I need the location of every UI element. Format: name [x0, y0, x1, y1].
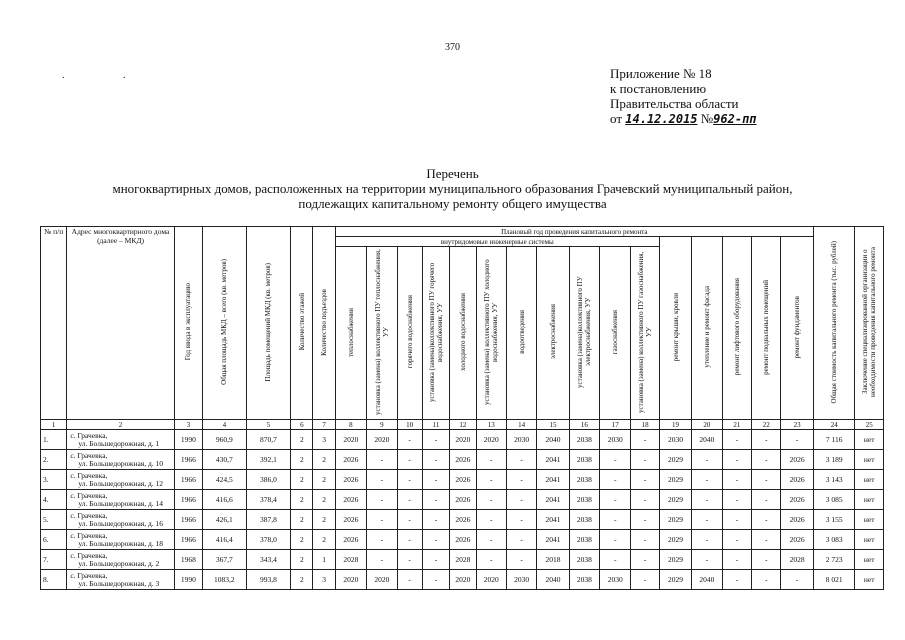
table-cell: 3 083 — [813, 530, 855, 550]
address-cell — [67, 510, 174, 530]
table-cell: 2026 — [450, 530, 476, 550]
table-cell: 416,4 — [203, 530, 247, 550]
table-cell: - — [397, 550, 422, 570]
row-number: 3. — [41, 470, 67, 490]
table-cell: - — [506, 510, 536, 530]
address-locality: с. Грачевка, — [70, 550, 108, 560]
table-cell: 2 — [313, 490, 335, 510]
hdr-heat-meter: установка (замена) коллективного ПУ теплоснабжения, УУ — [367, 247, 397, 420]
hdr-internal-systems: внутридомовые инженерные системы — [335, 237, 659, 247]
table-cell: 3 — [313, 430, 335, 450]
table-cell: 2026 — [781, 490, 814, 510]
hdr-num: № п/п — [41, 227, 67, 420]
table-cell: - — [600, 550, 631, 570]
table-cell: 2038 — [569, 470, 599, 490]
hdr-heating: теплоснабжения — [335, 247, 366, 420]
table-cell: 3 143 — [813, 470, 855, 490]
table-cell: 3 085 — [813, 490, 855, 510]
hdr-roof: ремонт крыши, кровли — [659, 237, 691, 420]
row-number: 2. — [41, 450, 67, 470]
table-cell: - — [722, 490, 751, 510]
column-number: 10 — [397, 420, 422, 430]
table-cell: - — [476, 530, 506, 550]
table-cell: - — [631, 570, 659, 590]
table-cell: 392,1 — [246, 450, 291, 470]
table-cell: 1968 — [174, 550, 202, 570]
table-cell: 1083,2 — [203, 570, 247, 590]
table-cell: 2 — [291, 490, 313, 510]
table-cell: 2029 — [659, 450, 691, 470]
column-number: 8 — [335, 420, 366, 430]
table-cell: - — [692, 530, 722, 550]
appendix-block — [610, 66, 757, 127]
address-locality: с. Грачевка, — [70, 430, 108, 440]
hdr-cold-water: холодного водоснабжения — [450, 247, 476, 420]
table-cell: - — [722, 450, 751, 470]
table-cell: 2026 — [781, 450, 814, 470]
column-number: 25 — [855, 420, 884, 430]
table-cell: - — [752, 470, 781, 490]
table-cell: 1990 — [174, 430, 202, 450]
table-cell: - — [722, 550, 751, 570]
table-cell: - — [422, 430, 449, 450]
hdr-hot-water: горячего водоснабжения — [397, 247, 422, 420]
table-row — [41, 530, 884, 550]
table-cell: 2028 — [781, 550, 814, 570]
table-cell: 1966 — [174, 490, 202, 510]
table-cell: 2041 — [537, 530, 569, 550]
column-number: 11 — [422, 420, 449, 430]
table-cell: 2029 — [659, 510, 691, 530]
table-cell: 2026 — [335, 470, 366, 490]
table-cell: 2 — [313, 450, 335, 470]
address-cell — [67, 550, 174, 570]
row-number: 7. — [41, 550, 67, 570]
table-cell: - — [722, 510, 751, 530]
table-cell: 2038 — [569, 550, 599, 570]
column-number: 17 — [600, 420, 631, 430]
table-cell: - — [752, 550, 781, 570]
table-cell: 416,6 — [203, 490, 247, 510]
table-cell: - — [367, 530, 397, 550]
table-cell: 387,8 — [246, 510, 291, 530]
table-cell: 2026 — [450, 490, 476, 510]
hdr-gas: газоснабжения — [600, 247, 631, 420]
table-cell: нет — [855, 490, 884, 510]
table-cell: - — [692, 510, 722, 530]
table-cell: 2030 — [659, 430, 691, 450]
table-cell: - — [692, 450, 722, 470]
table-cell: - — [476, 550, 506, 570]
table-cell: - — [752, 510, 781, 530]
table-row — [41, 550, 884, 570]
table-cell: - — [600, 530, 631, 550]
table-cell: - — [600, 470, 631, 490]
table-cell: 2020 — [335, 430, 366, 450]
table-cell: - — [600, 450, 631, 470]
table-cell: - — [367, 470, 397, 490]
table-cell: 2020 — [450, 430, 476, 450]
table-cell: - — [397, 490, 422, 510]
table-cell: - — [422, 510, 449, 530]
table-cell: - — [752, 430, 781, 450]
row-number: 5. — [41, 510, 67, 530]
table-cell: 2 — [291, 570, 313, 590]
table-cell: нет — [855, 510, 884, 530]
table-cell: - — [397, 430, 422, 450]
table-cell: 3 — [313, 570, 335, 590]
address-cell — [67, 490, 174, 510]
table-cell: 2038 — [569, 450, 599, 470]
table-cell: - — [752, 450, 781, 470]
table-cell: - — [631, 490, 659, 510]
table-cell: 2030 — [600, 430, 631, 450]
column-number: 15 — [537, 420, 569, 430]
table-cell: нет — [855, 530, 884, 550]
address-street: ул. Большедорожная, д. 2 — [78, 558, 160, 568]
address-locality: с. Грачевка, — [70, 530, 108, 540]
repair-table — [40, 226, 884, 590]
table-cell: 8 021 — [813, 570, 855, 590]
column-number: 1 — [41, 420, 67, 430]
address-locality: с. Грачевка, — [70, 450, 108, 460]
column-number: 3 — [174, 420, 202, 430]
table-cell: 426,1 — [203, 510, 247, 530]
table-cell: 424,5 — [203, 470, 247, 490]
table-cell: - — [422, 450, 449, 470]
table-cell: - — [367, 490, 397, 510]
table-cell: нет — [855, 550, 884, 570]
table-cell: - — [692, 490, 722, 510]
table-cell: 2 — [313, 530, 335, 550]
table-cell: 960,9 — [203, 430, 247, 450]
table-cell: 2041 — [537, 450, 569, 470]
table-cell: нет — [855, 430, 884, 450]
table-cell: нет — [855, 450, 884, 470]
table-cell: 2026 — [781, 470, 814, 490]
table-cell: - — [367, 550, 397, 570]
table-cell: 2029 — [659, 470, 691, 490]
table-cell: - — [752, 490, 781, 510]
from-label: от — [610, 111, 623, 126]
table-cell: - — [722, 470, 751, 490]
column-number: 4 — [203, 420, 247, 430]
table-cell: 2028 — [335, 550, 366, 570]
table-cell: 1 — [313, 550, 335, 570]
hdr-planned-year: Плановый год проведения капитального ремонта — [335, 227, 813, 237]
appendix-date-line — [610, 111, 757, 127]
table-cell: 2040 — [537, 430, 569, 450]
column-number: 5 — [246, 420, 291, 430]
hdr-electric: электроснабжения — [537, 247, 569, 420]
table-cell: 2 — [291, 530, 313, 550]
table-cell: 2026 — [450, 470, 476, 490]
address-cell — [67, 450, 174, 470]
table-cell: - — [397, 450, 422, 470]
table-cell: 343,4 — [246, 550, 291, 570]
table-cell: 2040 — [692, 570, 722, 590]
row-number: 8. — [41, 570, 67, 590]
table-cell: 2026 — [781, 530, 814, 550]
table-cell: 2041 — [537, 490, 569, 510]
hdr-sewerage: водоотведения — [506, 247, 536, 420]
table-cell: 1966 — [174, 450, 202, 470]
table-cell: 386,0 — [246, 470, 291, 490]
column-number: 12 — [450, 420, 476, 430]
table-cell: 2020 — [450, 570, 476, 590]
table-cell: 2029 — [659, 570, 691, 590]
address-street: ул. Большедорожная, д. 14 — [78, 498, 164, 508]
table-cell: - — [476, 510, 506, 530]
table-cell: - — [506, 550, 536, 570]
table-cell: 2 — [291, 550, 313, 570]
table-cell: - — [631, 510, 659, 530]
table-cell: - — [692, 550, 722, 570]
table-cell: 378,4 — [246, 490, 291, 510]
table-cell: 2028 — [450, 550, 476, 570]
row-number: 6. — [41, 530, 67, 550]
table-cell: 367,7 — [203, 550, 247, 570]
column-number: 13 — [476, 420, 506, 430]
address-street: ул. Большедорожная, д. 18 — [78, 538, 164, 548]
number-label: № — [700, 111, 714, 126]
appendix-line-1: Приложение № 18 — [610, 66, 712, 81]
table-cell: 430,7 — [203, 450, 247, 470]
table-cell: 7 116 — [813, 430, 855, 450]
table-cell: 2041 — [537, 510, 569, 530]
table-cell: - — [752, 530, 781, 550]
address-cell — [67, 530, 174, 550]
table-cell: 2026 — [335, 450, 366, 470]
table-cell: 2040 — [692, 430, 722, 450]
table-cell: - — [722, 430, 751, 450]
table-cell: - — [397, 530, 422, 550]
column-number: 19 — [659, 420, 691, 430]
column-number: 18 — [631, 420, 659, 430]
column-number: 7 — [313, 420, 335, 430]
table-cell: 2029 — [659, 490, 691, 510]
table-row — [41, 510, 884, 530]
table-cell: 2020 — [335, 570, 366, 590]
table-cell: 2038 — [569, 430, 599, 450]
table-cell: - — [397, 570, 422, 590]
table-cell: - — [506, 530, 536, 550]
table-cell: - — [422, 530, 449, 550]
table-cell: - — [367, 510, 397, 530]
table-cell: 1966 — [174, 530, 202, 550]
table-cell: 2 — [313, 510, 335, 530]
address-locality: с. Грачевка, — [70, 570, 108, 580]
table-cell: нет — [855, 570, 884, 590]
table-cell: 378,0 — [246, 530, 291, 550]
table-cell: 2 — [313, 470, 335, 490]
column-number: 20 — [692, 420, 722, 430]
table-row — [41, 570, 884, 590]
table-cell: 2 723 — [813, 550, 855, 570]
hdr-total-area: Общая площадь МКД – всего (кв. метров) — [203, 227, 247, 420]
table-cell: 2018 — [537, 550, 569, 570]
table-cell: - — [367, 450, 397, 470]
table-cell: - — [397, 510, 422, 530]
table-cell: 2020 — [476, 430, 506, 450]
table-cell: - — [397, 470, 422, 490]
column-number-row — [41, 420, 884, 430]
column-number: 21 — [722, 420, 751, 430]
table-cell: 2026 — [781, 510, 814, 530]
table-cell: 2026 — [335, 490, 366, 510]
address-locality: с. Грачевка, — [70, 510, 108, 520]
address-locality: с. Грачевка, — [70, 470, 108, 480]
hdr-foundation: ремонт фундаментов — [781, 237, 814, 420]
table-cell: 3 155 — [813, 510, 855, 530]
table-cell: 2026 — [335, 510, 366, 530]
hdr-gas-meter: установка (замена) коллективного ПУ газоснабжения, УУ — [631, 247, 659, 420]
table-cell: - — [692, 470, 722, 490]
table-cell: 2030 — [506, 570, 536, 590]
table-cell: - — [631, 550, 659, 570]
address-street: ул. Большедорожная, д. 1 — [78, 438, 160, 448]
table-cell: - — [631, 430, 659, 450]
table-cell: - — [722, 530, 751, 550]
hdr-floors: Количество этажей — [291, 227, 313, 420]
hdr-year-built: Год ввода в эксплуатацию — [174, 227, 202, 420]
table-cell: - — [476, 450, 506, 470]
table-cell: - — [422, 470, 449, 490]
handwritten-number: 962-пп — [713, 112, 757, 126]
hdr-elevator: ремонт лифтового оборудования — [722, 237, 751, 420]
table-cell: 2 — [291, 450, 313, 470]
table-cell: - — [781, 570, 814, 590]
column-number: 16 — [569, 420, 599, 430]
table-cell: 2030 — [600, 570, 631, 590]
table-cell: 2029 — [659, 550, 691, 570]
table-cell: - — [631, 530, 659, 550]
hdr-conclusion: Заключение специализированной организации о необходимости проведения капитального ремонта — [855, 227, 884, 420]
table-cell: 870,7 — [246, 430, 291, 450]
address-street: ул. Большедорожная, д. 10 — [78, 458, 164, 468]
table-cell: - — [781, 430, 814, 450]
column-number: 22 — [752, 420, 781, 430]
table-cell: 2020 — [367, 430, 397, 450]
address-locality: с. Грачевка, — [70, 490, 108, 500]
table-cell: 2038 — [569, 490, 599, 510]
hdr-electric-meter: установка (замена)коллективного ПУ электроснабжения, УУ — [569, 247, 599, 420]
address-street: ул. Большедорожная, д. 3 — [78, 578, 160, 588]
column-number: 23 — [781, 420, 814, 430]
table-cell: - — [722, 570, 751, 590]
table-cell: 2020 — [476, 570, 506, 590]
table-cell: - — [476, 470, 506, 490]
table-row — [41, 490, 884, 510]
table-body — [41, 420, 884, 590]
table-cell: - — [506, 450, 536, 470]
column-number: 14 — [506, 420, 536, 430]
table-cell: - — [631, 450, 659, 470]
address-cell — [67, 430, 174, 450]
address-cell — [67, 470, 174, 490]
hdr-basement: ремонт подвальных помещений — [752, 237, 781, 420]
table-cell: - — [422, 550, 449, 570]
table-cell: - — [752, 570, 781, 590]
table-cell: 3 189 — [813, 450, 855, 470]
table-cell: - — [506, 470, 536, 490]
title-line-1: Перечень — [426, 166, 479, 181]
table-cell: - — [422, 490, 449, 510]
page-number: 370 — [445, 42, 460, 53]
table-cell: 1966 — [174, 470, 202, 490]
title-line-2: многоквартирных домов, расположенных на территории муниципального образования Грачевский муниципальный район, — [112, 181, 793, 196]
table-cell: 2038 — [569, 510, 599, 530]
table-cell: - — [631, 470, 659, 490]
table-cell: 1990 — [174, 570, 202, 590]
table-cell: 2040 — [537, 570, 569, 590]
table-cell: - — [600, 490, 631, 510]
row-number: 1. — [41, 430, 67, 450]
table-cell: - — [422, 570, 449, 590]
table-cell: - — [600, 510, 631, 530]
table-cell: 2 — [291, 470, 313, 490]
hdr-address: Адрес многоквартирного дома (далее – МКД) — [67, 227, 174, 420]
table-cell: 2026 — [335, 530, 366, 550]
table-cell: 2020 — [367, 570, 397, 590]
handwritten-date: 14.12.2015 — [625, 112, 698, 126]
table-cell: - — [476, 490, 506, 510]
column-number: 24 — [813, 420, 855, 430]
row-number: 4. — [41, 490, 67, 510]
hdr-cold-water-meter: установка (замена) коллективного ПУ холодного водоснабжения, УУ — [476, 247, 506, 420]
table-cell: 2038 — [569, 570, 599, 590]
hdr-hot-water-meter: установка (замена)коллективного ПУ горячего водоснабжения, УУ — [422, 247, 449, 420]
table-cell: 2 — [291, 430, 313, 450]
hdr-premises-area: Площадь помещений МКД (кв. метров) — [246, 227, 291, 420]
document-title — [0, 166, 905, 211]
hdr-entrances: Количество подъездов — [313, 227, 335, 420]
appendix-line-3: Правительства области — [610, 96, 739, 111]
scan-dots: . . — [62, 70, 154, 81]
address-street: ул. Большедорожная, д. 12 — [78, 478, 164, 488]
table-cell: 1966 — [174, 510, 202, 530]
hdr-total-cost: Общая стоимость капитального ремонта (тыс. рублей) — [813, 227, 855, 420]
table-row — [41, 430, 884, 450]
table-cell: 2041 — [537, 470, 569, 490]
table-cell: 993,8 — [246, 570, 291, 590]
table-cell: 2026 — [450, 450, 476, 470]
table-cell: 2038 — [569, 530, 599, 550]
table-cell: 2 — [291, 510, 313, 530]
table-cell: 2026 — [450, 510, 476, 530]
table-row — [41, 450, 884, 470]
table-cell: 2030 — [506, 430, 536, 450]
table-cell: - — [506, 490, 536, 510]
appendix-line-2: к постановлению — [610, 81, 707, 96]
table-row — [41, 470, 884, 490]
column-number: 6 — [291, 420, 313, 430]
table-cell: нет — [855, 470, 884, 490]
table-cell: 2029 — [659, 530, 691, 550]
address-cell — [67, 570, 174, 590]
column-number: 9 — [367, 420, 397, 430]
column-number: 2 — [67, 420, 174, 430]
title-line-3: подлежащих капитальному ремонту общего имущества — [298, 196, 607, 211]
address-street: ул. Большедорожная, д. 16 — [78, 518, 164, 528]
hdr-facade: утепление и ремонт фасада — [692, 237, 722, 420]
